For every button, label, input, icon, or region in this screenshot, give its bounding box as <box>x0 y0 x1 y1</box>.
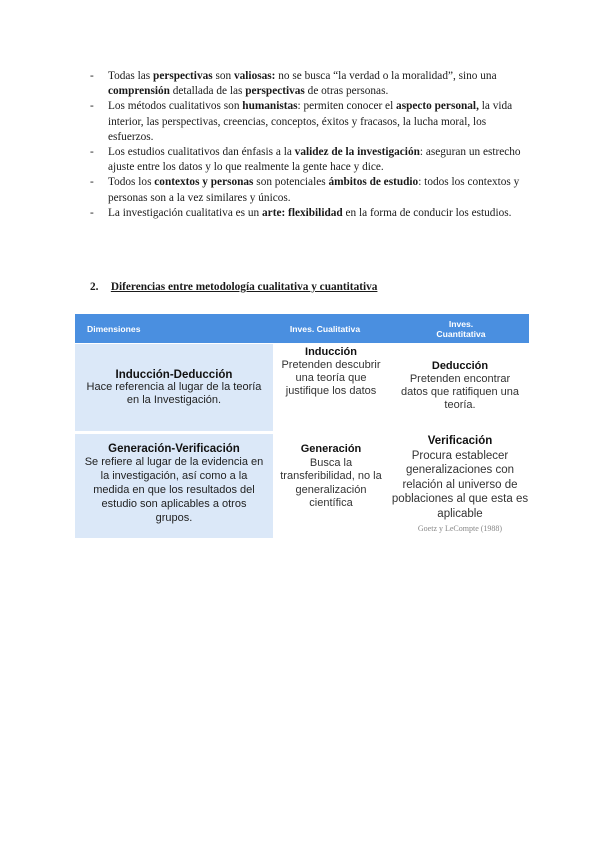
section-number: 2. <box>90 281 99 293</box>
bullet-bold-text: valiosas: <box>234 70 276 82</box>
bullet-text: : permiten conocer el <box>297 100 397 113</box>
bullet-dash: - <box>90 146 94 159</box>
header-dimensiones: Dimensiones <box>87 323 141 334</box>
bullet-bold-text: perspectivas <box>245 85 305 98</box>
section-title: Diferencias entre metodología cualitativa y cuantitativa <box>110 281 378 293</box>
bullet-text: no se busca “la verdad o la moralidad”, sino una <box>275 70 497 82</box>
dim-title: Inducción-Deducción <box>115 369 233 381</box>
bullet-item <box>90 99 530 145</box>
bullet-text: de otras personas. <box>304 85 389 98</box>
header-cualitativa: Inves. Cualitativa <box>289 323 361 334</box>
bullet-text: Los estudios cualitativos dan énfasis a la <box>108 146 295 159</box>
bullet-item <box>90 145 530 175</box>
qual-text: Busca la transferibilidad, no la generalización científica <box>280 456 382 509</box>
header-cuantitativa <box>393 314 529 343</box>
quan-title: Verificación <box>427 435 493 447</box>
bullet-item <box>90 206 530 221</box>
table-row-dimension <box>75 434 273 538</box>
table-header <box>75 314 529 343</box>
quan-title: Deducción <box>431 360 489 372</box>
bullet-bold-text: aspecto personal, <box>396 100 479 113</box>
dim-title: Generación-Verificación <box>108 443 240 455</box>
quan-cell <box>391 434 529 537</box>
section-heading <box>90 281 377 293</box>
comparison-table <box>75 314 529 538</box>
header-cuantitativa-line2: Cuantitativa <box>436 328 486 339</box>
header-cuantitativa-line1: Inves. <box>448 318 474 329</box>
bullet-text: detallada de las <box>169 85 246 98</box>
qual-title: Inducción <box>305 346 357 358</box>
bullet-dash: - <box>90 100 94 113</box>
quan-cell <box>397 360 523 412</box>
quan-text: Procura establecer generalizaciones con relación al universo de poblaciones al que esta es aplicable <box>391 449 529 520</box>
bullet-bold-text: perspectivas <box>153 70 213 82</box>
bullet-bold-text: contextos y personas <box>154 176 254 189</box>
quan-text: Pretenden encontrar datos que ratifiquen una teoría. <box>400 373 520 411</box>
qual-cell <box>280 346 382 398</box>
bullet-text: Todas las <box>108 70 154 82</box>
qual-cell <box>280 443 382 511</box>
bullet-dash: - <box>90 70 94 82</box>
qual-text: Pretenden descubrir una teoría que justifique los datos <box>281 359 381 397</box>
table-row-dimension <box>75 344 273 431</box>
bullet-list <box>90 69 530 221</box>
bullet-text: son potenciales <box>253 176 329 189</box>
citation: Goetz y LeCompte (1988) <box>417 524 503 533</box>
bullet-dash: - <box>90 206 94 219</box>
bullet-text: en la forma de conducir los estudios. <box>342 206 512 219</box>
bullet-text: son <box>212 70 234 82</box>
bullet-bold-text: comprensión <box>108 85 170 98</box>
bullet-bold-text: validez de la investigación <box>294 146 420 159</box>
bullet-text: la vida interior, las perspectivas, creencias, conceptos, éxitos y fracasos, la lucha moral, los esfuerzos. <box>108 100 513 143</box>
bullet-item <box>90 69 530 99</box>
bullet-dash: - <box>90 176 94 189</box>
bullet-bold-text: arte: flexibilidad <box>262 206 343 219</box>
dim-text: Hace referencia al lugar de la teoría en la Investigación. <box>86 381 262 406</box>
bullet-text: : todos los contextos y personas son a la vez similares y únicos. <box>108 176 520 204</box>
bullet-text: Los métodos cualitativos son <box>108 100 243 113</box>
bullet-text: La investigación cualitativa es un <box>108 206 263 219</box>
dim-text: Se refiere al lugar de la evidencia en la investigación, así como a la medida en que los resultados del estudio son aplicables a otros grupos. <box>84 456 264 524</box>
qual-title: Generación <box>300 443 362 455</box>
bullet-bold-text: ámbitos de estudio <box>328 176 419 189</box>
bullet-text: Todos los <box>108 176 155 189</box>
bullet-text: : aseguran un estrecho ajuste entre los datos y lo que realmente la gente hace y dice. <box>108 146 521 174</box>
bullet-bold-text: humanistas <box>242 100 298 113</box>
bullet-item <box>90 175 530 205</box>
